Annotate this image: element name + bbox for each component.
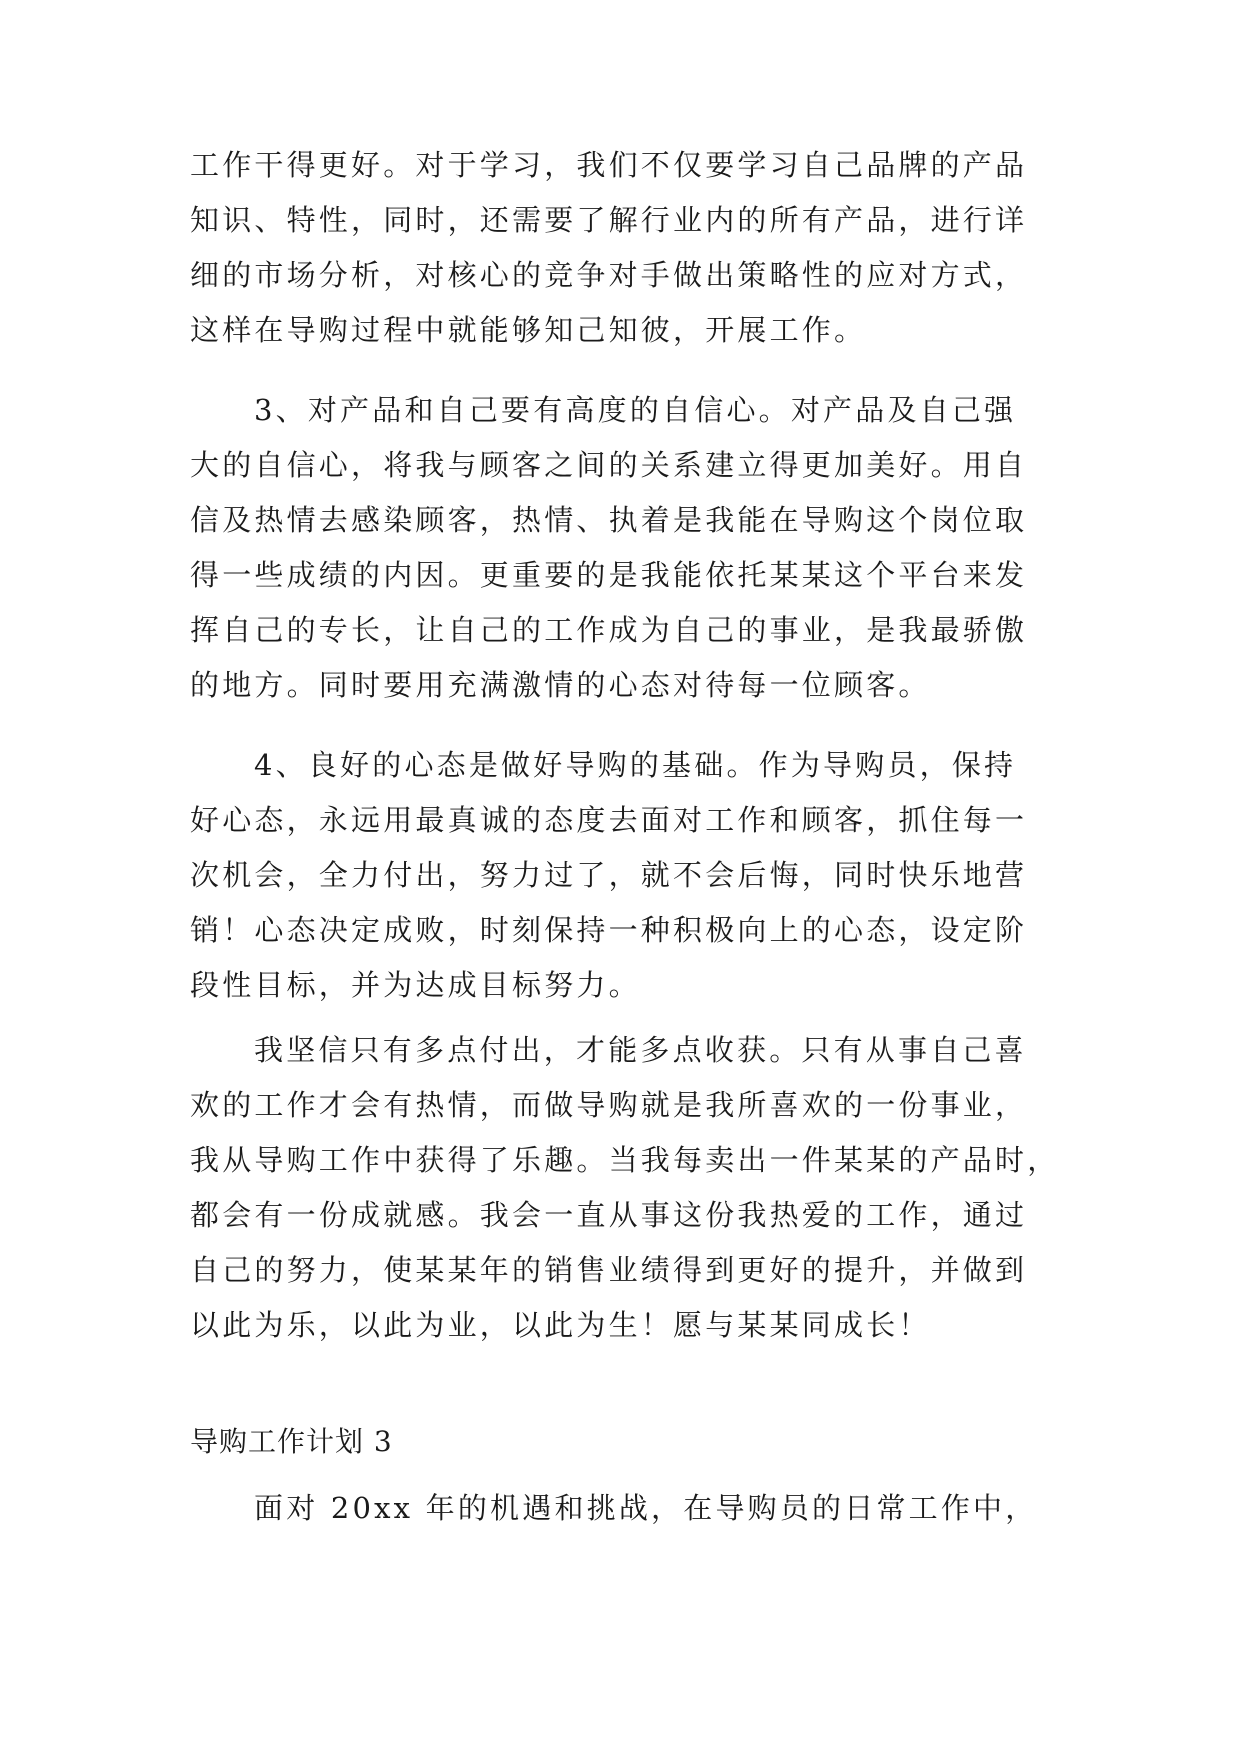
text-line: 次机会，全力付出，努力过了，就不会后悔，同时快乐地营 — [190, 858, 1028, 892]
text-line: 我坚信只有多点付出，才能多点收获。只有从事自己喜 — [254, 1033, 1027, 1067]
text-line: 细的市场分析，对核心的竞争对手做出策略性的应对方式， — [190, 258, 1028, 292]
text-line: 自己的努力，使某某年的销售业绩得到更好的提升，并做到 — [190, 1253, 1028, 1287]
text-line: 3、对产品和自己要有高度的自信心。对产品及自己强 — [254, 393, 1017, 427]
text-line: 这样在导购过程中就能够知己知彼，开展工作。 — [190, 313, 867, 347]
text-line: 以此为乐，以此为业，以此为生！愿与某某同成长！ — [190, 1308, 931, 1342]
text-line: 段性目标，并为达成目标努力。 — [190, 968, 641, 1002]
text-line: 都会有一份成就感。我会一直从事这份我热爱的工作，通过 — [190, 1198, 1028, 1232]
text-line: 知识、特性，同时，还需要了解行业内的所有产品，进行详 — [190, 203, 1028, 237]
text-line: 挥自己的专长，让自己的工作成为自己的事业，是我最骄傲 — [190, 613, 1028, 647]
text-line: 销！心态决定成败，时刻保持一种积极向上的心态，设定阶 — [190, 913, 1028, 947]
text-line: 4、良好的心态是做好导购的基础。作为导购员，保持 — [254, 748, 1017, 782]
text-line: 好心态，永远用最真诚的态度去面对工作和顾客，抓住每一 — [190, 803, 1028, 837]
text-line: 工作干得更好。对于学习，我们不仅要学习自己品牌的产品 — [190, 148, 1028, 182]
text-line: 信及热情去感染顾客，热情、执着是我能在导购这个岗位取 — [190, 503, 1028, 537]
text-line: 的地方。同时要用充满激情的心态对待每一位顾客。 — [190, 668, 931, 702]
section-title: 导购工作计划 3 — [190, 1425, 393, 1458]
text-line: 面对 20xx 年的机遇和挑战，在导购员的日常工作中， — [254, 1491, 1038, 1525]
text-line: 欢的工作才会有热情，而做导购就是我所喜欢的一份事业， — [190, 1088, 1028, 1122]
text-line: 我从导购工作中获得了乐趣。当我每卖出一件某某的产品时， — [190, 1143, 1060, 1177]
text-line: 大的自信心，将我与顾客之间的关系建立得更加美好。用自 — [190, 448, 1028, 482]
text-line: 得一些成绩的内因。更重要的是我能依托某某这个平台来发 — [190, 558, 1028, 592]
